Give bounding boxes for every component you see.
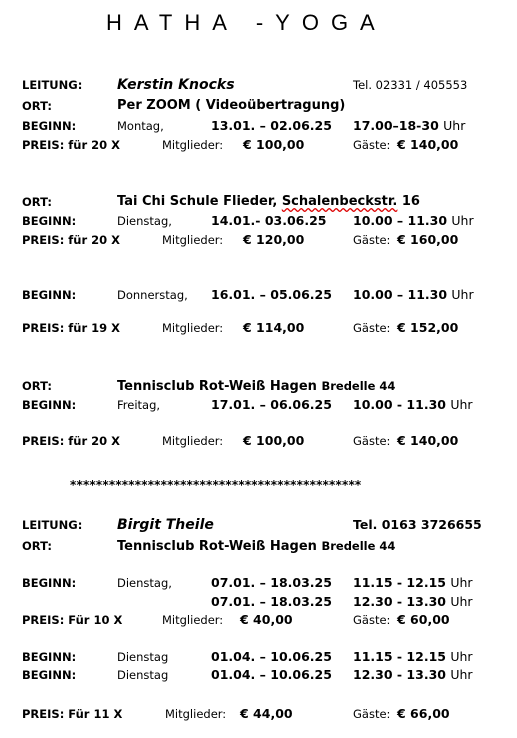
separator-line: ********************************************* xyxy=(70,478,362,492)
beginn-label: BEGINN: xyxy=(22,576,77,590)
gaeste-price: € 66,00 xyxy=(397,706,450,721)
preis-label: PREIS: für 19 X xyxy=(22,321,121,335)
ort-label: ORT: xyxy=(22,195,52,209)
time-range: 12.30 - 13.30 Uhr xyxy=(353,594,473,609)
mitglieder-price: € 40,00 xyxy=(240,612,293,627)
mitglieder-price: € 100,00 xyxy=(243,433,305,448)
date-range: 07.01. – 18.03.25 xyxy=(211,594,332,609)
gaeste-label: Gäste: xyxy=(353,233,391,247)
mitglieder-label: Mitglieder: xyxy=(162,613,224,627)
phone-number: Tel. 0163 3726655 xyxy=(353,517,482,532)
leitung-label: LEITUNG: xyxy=(22,518,83,532)
beginn-label: BEGINN: xyxy=(22,288,77,302)
weekday: Dienstag, xyxy=(117,576,172,590)
weekday: Dienstag xyxy=(117,668,169,682)
gaeste-price: € 140,00 xyxy=(397,433,459,448)
ort-value: Per ZOOM ( Videoübertragung) xyxy=(117,98,346,113)
gaeste-price: € 140,00 xyxy=(397,137,459,152)
leitung-name: Birgit Theile xyxy=(117,517,214,533)
preis-label: PREIS: für 20 X xyxy=(22,233,121,247)
gaeste-price: € 160,00 xyxy=(397,232,459,247)
ort-label: ORT: xyxy=(22,539,52,553)
mitglieder-label: Mitglieder: xyxy=(162,321,224,335)
mitglieder-price: € 44,00 xyxy=(240,706,293,721)
time-range: 12.30 - 13.30 Uhr xyxy=(353,667,473,682)
beginn-label: BEGINN: xyxy=(22,214,77,228)
beginn-label: BEGINN: xyxy=(22,119,77,133)
date-range: 13.01. – 02.06.25 xyxy=(211,118,332,133)
gaeste-price: € 60,00 xyxy=(397,612,450,627)
mitglieder-price: € 100,00 xyxy=(243,137,305,152)
gaeste-label: Gäste: xyxy=(353,138,391,152)
mitglieder-label: Mitglieder: xyxy=(162,233,224,247)
gaeste-label: Gäste: xyxy=(353,707,391,721)
mitglieder-label: Mitglieder: xyxy=(165,707,227,721)
weekday: Montag, xyxy=(117,119,164,133)
time-range: 17.00–18-30 Uhr xyxy=(353,118,466,133)
time-range: 11.15 - 12.15 Uhr xyxy=(353,649,473,664)
page-title: HATHA -YOGA xyxy=(106,10,387,35)
weekday: Dienstag, xyxy=(117,214,172,228)
preis-label: PREIS: für 20 X xyxy=(22,138,121,152)
preis-label: PREIS: für 20 X xyxy=(22,434,121,448)
time-range: 10.00 – 11.30 Uhr xyxy=(353,287,474,302)
date-range: 17.01. – 06.06.25 xyxy=(211,397,332,412)
gaeste-label: Gäste: xyxy=(353,613,391,627)
beginn-label: BEGINN: xyxy=(22,398,77,412)
date-range: 07.01. – 18.03.25 xyxy=(211,575,332,590)
preis-label: PREIS: Für 10 X xyxy=(22,613,123,627)
ort-label: ORT: xyxy=(22,99,52,113)
weekday: Freitag, xyxy=(117,398,161,412)
weekday: Dienstag xyxy=(117,650,169,664)
ort-value: Tennisclub Rot-Weiß Hagen Bredelle 44 xyxy=(117,539,396,554)
leitung-name: Kerstin Knocks xyxy=(117,77,235,93)
ort-label: ORT: xyxy=(22,379,52,393)
gaeste-label: Gäste: xyxy=(353,434,391,448)
preis-label: PREIS: Für 11 X xyxy=(22,707,123,721)
time-range: 11.15 - 12.15 Uhr xyxy=(353,575,473,590)
time-range: 10.00 - 11.30 Uhr xyxy=(353,397,473,412)
date-range: 01.04. – 10.06.25 xyxy=(211,649,332,664)
mitglieder-price: € 120,00 xyxy=(243,232,305,247)
gaeste-label: Gäste: xyxy=(353,321,391,335)
gaeste-price: € 152,00 xyxy=(397,320,459,335)
phone-number: Tel. 02331 / 405553 xyxy=(353,78,468,92)
leitung-label: LEITUNG: xyxy=(22,78,83,92)
date-range: 01.04. – 10.06.25 xyxy=(211,667,332,682)
ort-value: Tai Chi Schule Flieder, Schalenbeckstr. 16 xyxy=(117,194,420,209)
date-range: 14.01.- 03.06.25 xyxy=(211,213,327,228)
time-range: 10.00 – 11.30 Uhr xyxy=(353,213,474,228)
mitglieder-label: Mitglieder: xyxy=(162,434,224,448)
beginn-label: BEGINN: xyxy=(22,650,77,664)
ort-value: Tennisclub Rot-Weiß Hagen Bredelle 44 xyxy=(117,379,396,394)
weekday: Donnerstag, xyxy=(117,288,188,302)
mitglieder-label: Mitglieder: xyxy=(162,138,224,152)
date-range: 16.01. – 05.06.25 xyxy=(211,287,332,302)
beginn-label: BEGINN: xyxy=(22,668,77,682)
mitglieder-price: € 114,00 xyxy=(243,320,305,335)
